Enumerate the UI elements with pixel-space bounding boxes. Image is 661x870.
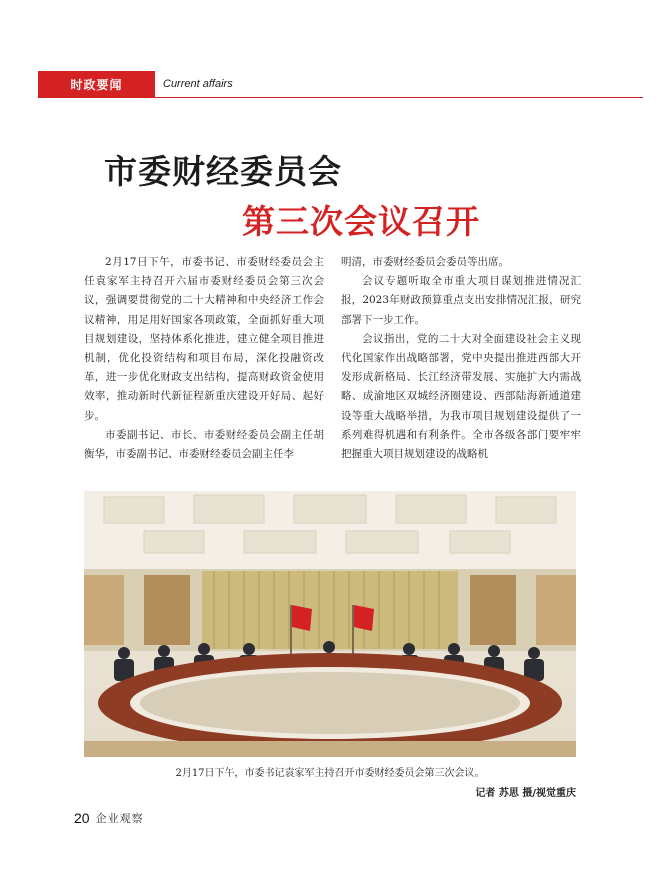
paragraph-continuation: 明清，市委财经委员会委员等出席。 bbox=[341, 256, 509, 268]
page-number: 20 bbox=[74, 810, 90, 826]
magazine-name: 企业观察 bbox=[95, 812, 144, 825]
section-label-en: Current affairs bbox=[163, 78, 233, 90]
photo-credit: 记者 苏思 摄/视觉重庆 bbox=[475, 788, 576, 799]
paragraph: 2月17日下午，市委书记、市委财经委员会主任袁家军主持召开六届市委财经委员会第三次会议，强调要贯彻党的二十大精神和中央经济工作会议精神，用足用好国家各项政策，全面抓好重大项目规划建设，坚持体系化推进，建立健全项目推进机制，优化投资结构和项目布局，深化投融资改革，进一步优化财政支出结构，提高财政资金使用效率，推动新时代新征程新重庆建设开好局、起好步。 bbox=[84, 256, 324, 422]
paragraph: 市委副书记、市长、市委财经委员会副主任胡衡华，市委副书记、市委财经委员会副主任李 bbox=[84, 428, 324, 461]
headline-line1: 市委财经委员会 bbox=[104, 152, 342, 191]
article-column-right bbox=[341, 253, 581, 464]
paragraph: 会议专题听取全市重大项目谋划推进情况汇报，2023年财政预算重点支出安排情况汇报，研究部署下一步工作。 bbox=[341, 275, 581, 326]
article-column-left bbox=[84, 253, 324, 464]
paragraph: 会议指出，党的二十大对全面建设社会主义现代化国家作出战略部署，党中央提出推进西部大开发形成新格局、长江经济带发展、实施扩大内需战略、成渝地区双城经济圈建设、西部陆海新通道建设等重大战略举措，为我市项目规划建设提供了一系列难得机遇和有利条件。全市各级各部门要牢牢把握重大项目规划建设的战略机 bbox=[341, 332, 581, 461]
page-footer bbox=[74, 807, 144, 829]
headline-line2: 第三次会议召开 bbox=[242, 202, 480, 241]
section-label-cn: 时政要闻 bbox=[38, 71, 155, 98]
section-header bbox=[38, 71, 643, 98]
header-rule bbox=[155, 97, 643, 99]
meeting-photo-illustration bbox=[84, 491, 576, 757]
meeting-photo bbox=[84, 491, 576, 757]
photo-caption: 2月17日下午，市委书记袁家军主持召开市委财经委员会第三次会议。 bbox=[175, 768, 485, 779]
